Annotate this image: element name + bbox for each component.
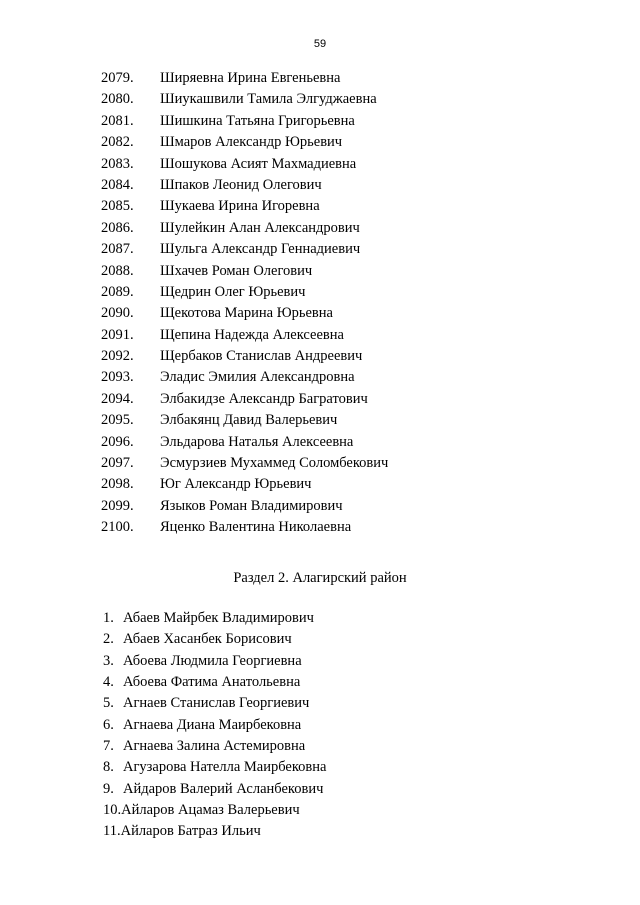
item-name: Айдаров Валерий Асланбекович	[123, 780, 324, 797]
list-item	[101, 196, 621, 217]
item-name: Ширяевна Ирина Евгеньевна	[160, 70, 341, 86]
item-name: Щербаков Станислав Андреевич	[160, 348, 363, 365]
list-item	[101, 496, 621, 517]
item-number: 2097.	[101, 455, 134, 472]
item-number: 2086.	[101, 219, 134, 236]
item-number: 2080.	[101, 91, 134, 108]
item-number: 7.	[103, 738, 114, 755]
item-number: 10.	[103, 802, 122, 819]
list-item	[103, 672, 623, 693]
item-number: 2092.	[101, 348, 134, 365]
list-item	[103, 821, 623, 842]
item-number: 1.	[103, 610, 114, 626]
list-item	[101, 89, 621, 110]
list-item	[103, 757, 623, 778]
item-name: Эльдарова Наталья Алексеевна	[160, 433, 354, 450]
item-number: 2100.	[101, 519, 134, 536]
list-item	[103, 800, 623, 821]
item-number: 2079.	[101, 70, 134, 86]
item-name: Абаев Хасанбек Борисович	[123, 631, 292, 648]
item-name: Айларов Батраз Ильич	[120, 823, 261, 840]
list-item	[101, 154, 621, 175]
list-item	[103, 779, 623, 800]
item-number: 2084.	[101, 176, 134, 193]
list-item	[101, 303, 621, 324]
list-item	[101, 68, 621, 89]
item-name: Айларов Ацамаз Валерьевич	[121, 802, 300, 819]
item-name: Абоева Фатима Анатольевна	[123, 674, 301, 691]
list-item	[103, 715, 623, 736]
item-number: 2099.	[101, 497, 134, 514]
list-item	[101, 282, 621, 303]
item-number: 2091.	[101, 326, 134, 343]
item-number: 2098.	[101, 476, 134, 493]
item-number: 2085.	[101, 198, 134, 215]
item-number: 2082.	[101, 134, 134, 151]
item-name: Шошукова Асият Махмадиевна	[160, 155, 357, 172]
list-item	[101, 432, 621, 453]
item-number: 11.	[103, 823, 121, 840]
list-item	[101, 325, 621, 346]
item-name: Агнаева Диана Маирбековна	[123, 716, 302, 733]
item-name: Шишкина Татьяна Григорьевна	[160, 112, 355, 129]
list-item	[103, 693, 623, 714]
item-number: 2094.	[101, 390, 134, 407]
item-name: Шулейкин Алан Александрович	[160, 219, 360, 236]
item-number: 2093.	[101, 369, 134, 386]
item-name: Эладис Эмилия Александровна	[160, 369, 355, 386]
list-item	[101, 218, 621, 239]
item-number: 4.	[103, 674, 114, 691]
item-name: Агнаева Залина Астемировна	[123, 738, 306, 755]
item-name: Щекотова Марина Юрьевна	[160, 305, 333, 322]
item-number: 5.	[103, 695, 114, 712]
item-number: 2087.	[101, 241, 134, 258]
section-heading: Раздел 2. Алагирский район	[233, 570, 407, 586]
item-name: Эсмурзиев Мухаммед Соломбекович	[160, 455, 389, 472]
item-name: Щедрин Олег Юрьевич	[160, 283, 306, 300]
list-item	[101, 132, 621, 153]
list-item	[101, 517, 621, 538]
item-name: Шиукашвили Тамила Элгуджаевна	[160, 91, 377, 108]
item-number: 2.	[103, 631, 114, 648]
item-name: Абоева Людмила Георгиевна	[123, 652, 302, 669]
item-name: Яценко Валентина Николаевна	[160, 519, 352, 536]
list-item	[101, 346, 621, 367]
item-name: Агнаев Станислав Георгиевич	[123, 695, 310, 712]
item-name: Элбакидзе Александр Багратович	[160, 390, 368, 407]
item-number: 8.	[103, 759, 114, 776]
list-item	[103, 629, 623, 650]
list-item	[101, 367, 621, 388]
item-name: Агузарова Нателла Маирбековна	[123, 759, 327, 776]
list-item	[103, 651, 623, 672]
item-name: Абаев Майрбек Владимирович	[123, 610, 314, 626]
list-item	[101, 261, 621, 282]
item-number: 2083.	[101, 155, 134, 172]
item-name: Языков Роман Владимирович	[160, 497, 343, 514]
page-number: 59	[313, 38, 327, 50]
list-item	[103, 608, 623, 629]
list-item	[101, 453, 621, 474]
item-number: 2090.	[101, 305, 134, 322]
member-list-section-2	[103, 608, 623, 843]
item-name: Юг Александр Юрьевич	[160, 476, 312, 493]
item-number: 2081.	[101, 112, 134, 129]
item-name: Шпаков Леонид Олегович	[160, 176, 322, 193]
item-name: Шульга Александр Геннадиевич	[160, 241, 361, 258]
list-item	[101, 111, 621, 132]
list-item	[101, 410, 621, 431]
list-item	[101, 389, 621, 410]
item-number: 2088.	[101, 262, 134, 279]
list-item	[103, 736, 623, 757]
item-number: 6.	[103, 716, 114, 733]
item-number: 3.	[103, 652, 114, 669]
list-item	[101, 474, 621, 495]
item-name: Шхачев Роман Олегович	[160, 262, 313, 279]
list-item	[101, 239, 621, 260]
item-number: 2095.	[101, 412, 134, 429]
item-name: Элбакянц Давид Валерьевич	[160, 412, 338, 429]
member-list-section-1	[101, 68, 621, 539]
list-item	[101, 175, 621, 196]
item-name: Шукаева Ирина Игоревна	[160, 198, 320, 215]
item-name: Шмаров Александр Юрьевич	[160, 134, 343, 151]
item-number: 2089.	[101, 283, 134, 300]
item-number: 2096.	[101, 433, 134, 450]
item-name: Щепина Надежда Алексеевна	[160, 326, 344, 343]
item-number: 9.	[103, 780, 114, 797]
